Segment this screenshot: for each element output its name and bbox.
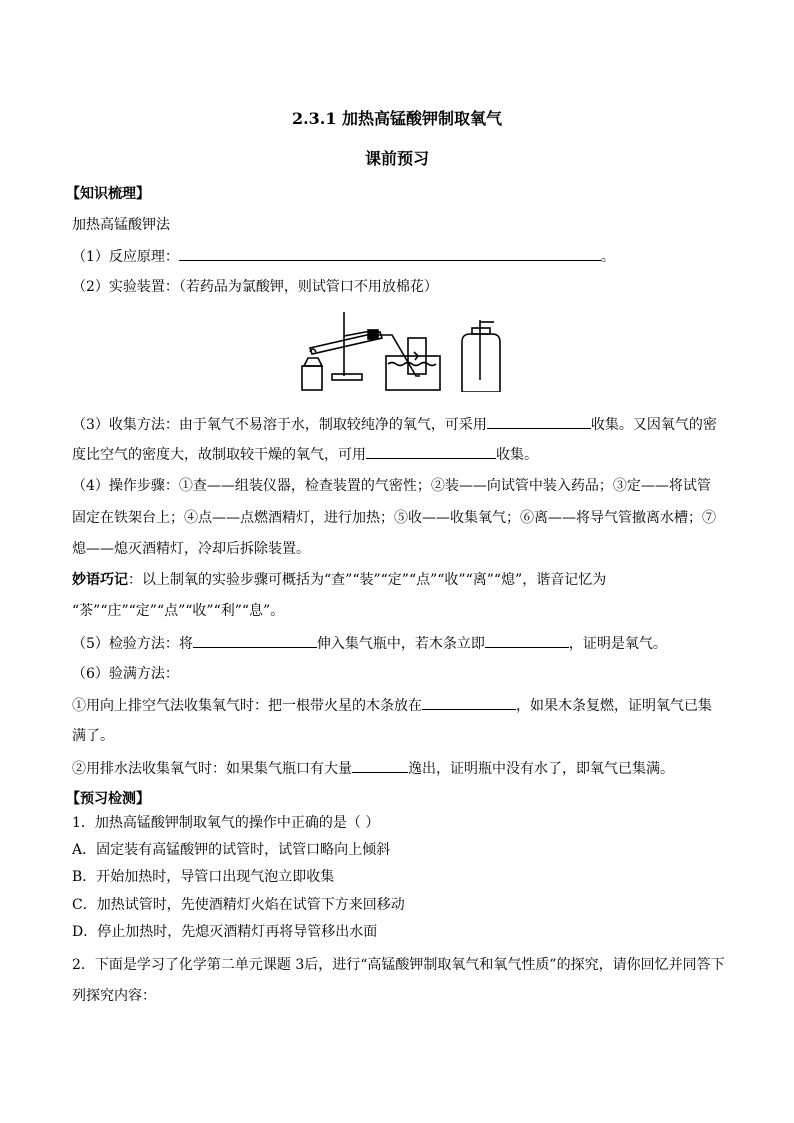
item-6-1-line-2: 满了。 bbox=[72, 728, 114, 744]
item-6-2-text-a: ②用排水法收集氧气时：如果集气瓶口有大量 bbox=[72, 761, 352, 777]
item-6-1-text-b: ，如果木条复燃，证明氧气已集 bbox=[516, 698, 712, 714]
collecting-bottle bbox=[462, 334, 500, 392]
lamp-body bbox=[302, 366, 322, 390]
page-subtitle: 课前预习 bbox=[364, 149, 429, 168]
item-6-2 bbox=[72, 758, 722, 779]
stopper bbox=[368, 330, 378, 339]
item-2: （2）实验装置：（若药品为氯酸钾，则试管口不用放棉花） bbox=[72, 279, 438, 295]
stand-base bbox=[332, 374, 362, 380]
blank-bubbles bbox=[352, 758, 408, 773]
blank-full-position bbox=[422, 695, 516, 710]
item-3-text-a: （3）收集方法：由于氧气不易溶于水，制取较纯净的氧气，可采用 bbox=[72, 417, 487, 433]
blank-reaction bbox=[179, 246, 601, 261]
memory-tip-line-2: “茶”“庄”“定”“点”“收”“利”“息”。 bbox=[72, 603, 285, 619]
flame bbox=[310, 349, 316, 352]
item-5-text-a: （5）检验方法：将 bbox=[72, 636, 193, 652]
water-trough bbox=[386, 356, 440, 390]
item-3-text-d: 收集。 bbox=[496, 447, 538, 463]
item-4-line-3: 熄——熄灭酒精灯，冷却后拆除装置。 bbox=[72, 541, 310, 557]
section-heading-check: 【预习检测】 bbox=[66, 791, 150, 807]
blank-test-object bbox=[193, 633, 317, 648]
item-6-2-text-b: 逸出，证明瓶中没有水了，即氧气已集满。 bbox=[408, 761, 674, 777]
item-5 bbox=[72, 633, 722, 654]
memory-tip-label: 妙语巧记 bbox=[72, 572, 128, 588]
item-1 bbox=[72, 246, 722, 267]
blank-test-result bbox=[485, 633, 569, 648]
item-3-text-b: 收集。又因氧气的密 bbox=[590, 417, 717, 433]
item-4-line-1: （4）操作步骤：①查——组装仪器，检查装置的气密性；②装——向试管中装入药品；③定——将试管 bbox=[72, 478, 711, 494]
item-4-line-2: 固定在铁架台上；④点——点燃酒精灯，进行加热；⑤收——收集氧气；⑥离——将导气管撤离水槽；⑦ bbox=[72, 510, 716, 526]
item-6-1-text-a: ①用向上排空气法收集氧气时：把一根带火星的木条放在 bbox=[72, 698, 422, 714]
alcohol-lamp bbox=[304, 358, 322, 366]
item-1-label: （1）反应原理： bbox=[72, 249, 179, 265]
memory-tip-line-1 bbox=[72, 570, 722, 590]
memory-tip-text: ：以上制氧的实验步骤可概括为“查”“装”“定”“点”“收”“离”“熄”，谐音记忆为 bbox=[128, 572, 607, 588]
question-1-option-d: D．停止加热时，先熄灭酒精灯再将导管移出水面 bbox=[72, 924, 378, 940]
item-3-line-1 bbox=[72, 414, 722, 435]
item-6: （6）验满方法： bbox=[72, 666, 179, 682]
blank-collect-method-2 bbox=[366, 444, 496, 459]
question-1-option-b: B．开始加热时，导管口出现气泡立即收集 bbox=[72, 869, 335, 885]
item-3-text-c: 度比空气的密度大，故制取较干燥的氧气，可用 bbox=[72, 447, 366, 463]
item-6-1-line-1 bbox=[72, 695, 722, 716]
item-3-line-2 bbox=[72, 444, 722, 465]
item-1-suffix: 。 bbox=[600, 249, 615, 265]
question-1-option-c: C．加热试管时，先使酒精灯火焰在试管下方来回移动 bbox=[72, 897, 405, 913]
section-heading-knowledge: 【知识梳理】 bbox=[66, 186, 150, 202]
question-1-option-a: A．固定装有高锰酸钾的试管时，试管口略向上倾斜 bbox=[72, 842, 391, 858]
apparatus-figure bbox=[296, 308, 506, 392]
page-title: 2.3.1 加热高锰酸钾制取氧气 bbox=[291, 109, 503, 128]
item-5-text-b: 伸入集气瓶中，若木条立即 bbox=[316, 636, 485, 652]
method-title: 加热高锰酸钾法 bbox=[72, 217, 170, 233]
item-5-text-c: ，证明是氧气。 bbox=[568, 636, 667, 652]
question-2-line-1: 2．下面是学习了化学第二单元课题 3后，进行“高锰酸钾制取氧气和氧气性质”的探究，请你回忆并同答下 bbox=[72, 957, 725, 973]
question-2-line-2: 列探究内容： bbox=[72, 988, 156, 1004]
question-1: 1．加热高锰酸钾制取氧气的操作中正确的是（ ） bbox=[72, 815, 380, 831]
blank-collect-method-1 bbox=[487, 414, 591, 429]
